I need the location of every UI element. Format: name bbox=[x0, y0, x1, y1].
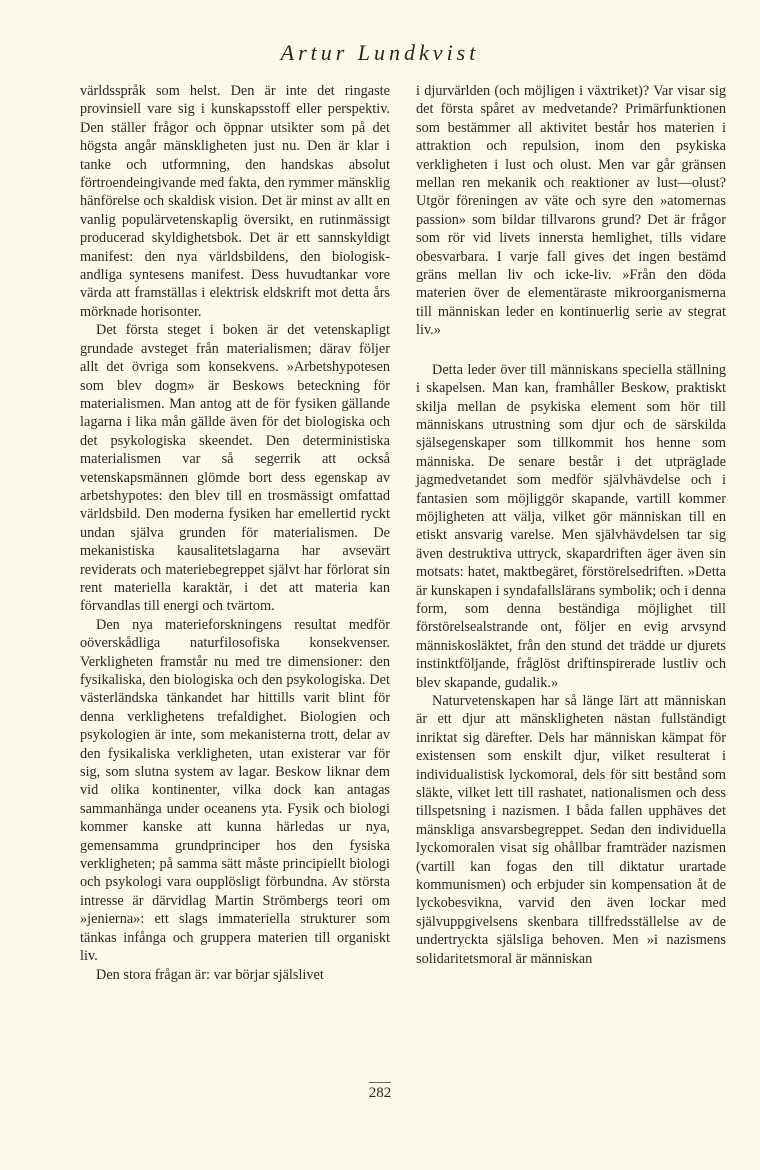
paragraph: Det första steget i boken är det vetenskapligt grundade avsteget från materialismen; därav följer allt det övriga som konsekvens. »Arbetshypotesen som blev dogm» är Beskows beteckning för materialismen. Man antog att de för fysiken gällande lagarna i lika mån gällde även för det biologiska och det psykologiska skeendet. Den deterministiska materialismen var så segerrik att också vetenskapsmännen glömde bort dess egenskap av arbetshypotes: den blev till en trosmässigt omfattad världsbild. Den moderna fysiken har emellertid ryckt undan själva grunden för materialismen. De mekanistiska kausalitetslagarna har avsevärt reviderats och materiebegreppet självt har förlorat sin rent materiella karaktär, i det att materia kan förvandlas till energi och tvärtom. bbox=[80, 322, 390, 615]
page-number bbox=[0, 1082, 760, 1102]
left-column bbox=[80, 82, 390, 984]
paragraph: Detta leder över till människans speciella ställning i skapelsen. Man kan, framhåller Beskow, praktiskt skilja mellan de psykiska element som hör till människans utrustning som djur och de särskilda själsegenskaper som tillkommit hos henne som människa. De senare består i det utpräglade jagmedvetandet som medför självhävdelse och i fantasien som möjliggör skapande, vartill kommer möjligheten att välja, vilket gör människan till en etiskt ansvarig varelse. Men självhävdelsen tar sig även destruktiva uttryck, skapardriften äger även sin motsats: hatet, maktbegäret, förstörelsedriften. »Detta är kunskapen i syndafallslärans symbolik; och i denna form, som denna beständiga möjlighet till förstörelsealstrande ont, följer en evig arvsynd människosläktet, från den stund det trädde ur djurets instinktföljande, fråglöst driftinspirerade lustliv och blev skapande, gudalik.» bbox=[416, 361, 726, 691]
paragraph: Den nya materieforskningens resultat medför oöverskådliga naturfilosofiska konsekvenser. Verkligheten framstår nu med tre dimensioner: den fysikaliska, den biologiska och den psykologiska. Det västerländska tänkandet har hittills varit blint för denna verklighetens trefaldighet. Biologien och psykologien är inte, som mekanisterna trott, delar av den fysikaliska verkligheten, utan existerar var för sig, som slutna system av lagar. Beskow liknar dem vid olika kontinenter, vilka dock kan antagas sammanhänga under oceanens yta. Fysik och biologi kommer kanske att kunna härledas ur nya, gemensamma grundprinciper hos den fysiska verkligheten; på samma sätt måste principiellt biologi och psykologi vara oupplösligt förbundna. Av största intresse är därvidlag Martin Strömbergs teori om »jenierna»: ett slags immateriella strukturer som tänkas infånga och gruppera materien till organiskt liv. bbox=[80, 616, 390, 965]
right-column bbox=[416, 82, 726, 968]
paragraph: världsspråk som helst. Den är inte det ringaste provinsiell vare sig i kunskapsstoff eller perspektiv. Den ställer frågor och öppnar utsikter som på det högsta angår mänskligheten just nu. Den är klar i tanke och utformning, den handskas absolut förtroendeingivande med fakta, den rymmer mänsklig hänförelse och skaldisk vision. Det är minst av allt en vanlig populärvetenskaplig översikt, en rutinmässigt producerad skyldighetsbok. Det är ett sannskyldigt manifest: den nya världsbildens, den biologisk-andliga syntesens manifest. Dess huvudtankar vore värda att framställas i elektrisk eldskrift mot detta års mörknade horisonter. bbox=[80, 83, 390, 320]
paragraph: i djurvärlden (och möjligen i växtriket)? Var visar sig det första spåret av medvetande? Primärfunktionen som bestämmer all aktivitet består hos materien i attraktion och repulsion, inom den psykiska verkligheten i lust och olust. Men var går gränsen mellan ren mekanik och reaktioner av lust—olust? Utgör föreningen av väte och syre den »atomernas passion» som bildar tillvarons grund? Det är frågor som rör vid livets innersta hemlighet, tills vidare obesvarbara. I varje fall gives det ingen bestämd gräns mellan liv och icke-liv. »Från den döda materien över de elementäraste mikroorganismerna till människan leder en kontinuerlig serie av stegrat liv.» bbox=[416, 83, 726, 339]
paragraph: Den stora frågan är: var börjar själslivet bbox=[96, 966, 324, 983]
paragraph: Naturvetenskapen har så länge lärt att människan är ett djur att mänskligheten nästan fullständigt inriktat sig därefter. Dels har människan kämpat för existensen som enskilt djur, vilket resulterat i individualistisk lyckomoral, dels för sitt bestånd som släkte, vilket lett till rashatet, nationalismen och dess tillspetsning i nazismen. I båda fallen upphäves det mänskliga ansvarsbegreppet. Sedan den individuella lyckomoralen visat sig ohållbar framträder nazismen (vartill kan fogas den till diktatur urartade kommunismen) och erbjuder sin kompensation åt de lyckobesvikna, varvid den även lockar med självuppgivelsens skenbara tillfredsställelse av de undertryckta själsliga behoven. Men »i nazismens solidaritetsmoral är människan bbox=[416, 693, 726, 967]
running-title: Artur Lundkvist bbox=[280, 40, 480, 65]
page-number-text: 282 bbox=[369, 1082, 392, 1102]
